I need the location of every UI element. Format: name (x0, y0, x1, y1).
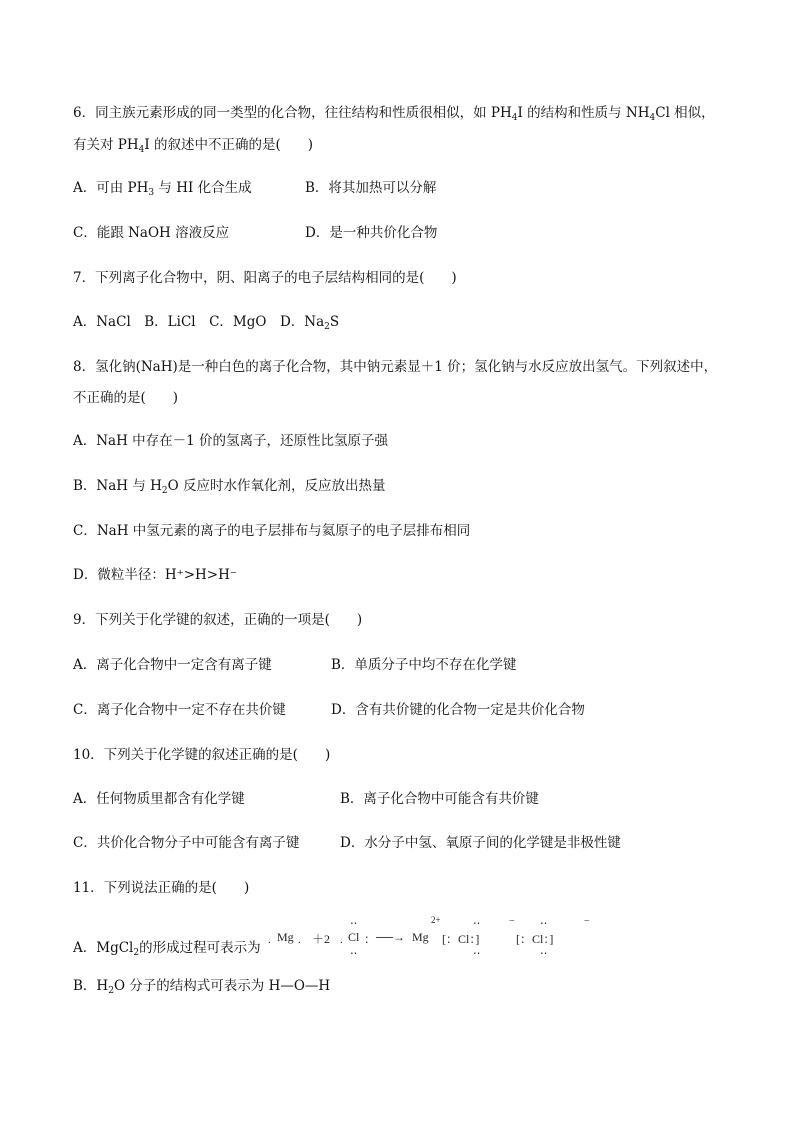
option-text: A．MgCl (73, 940, 134, 956)
q10-option-b: B．离子化合物中可能含有共价键 (340, 791, 539, 807)
q8-stem-line2: 不正确的是( ) (73, 390, 179, 406)
subscript: 4 (649, 113, 656, 123)
q10-stem: 10．下列关于化学键的叙述正确的是( ) (73, 747, 331, 763)
q8-option-c: C．NaH 中氢元素的离子的电子层排布与氦原子的电子层排布相同 (73, 523, 471, 539)
subscript: 4 (511, 113, 518, 123)
q11-stem: 11．下列说法正确的是( ) (73, 880, 250, 896)
formula-mg-ion: Mg (412, 930, 429, 944)
q6-stem-line1 (73, 104, 715, 122)
option-text: O 分子的结构式可表示为 H—O—H (113, 978, 331, 994)
formula-mg: Mg (277, 930, 294, 944)
formula-arrow: ──→ (376, 930, 406, 944)
q6-option-a (73, 179, 252, 197)
subscript: 4 (138, 145, 145, 155)
mgcl2-formation-formula: . Mg . ＋2 . ‥ Cl ： ‥ ──→ Mg 2+ ‥ [：Cl：] ‥ − ‥ [：Cl：] ‥ − (268, 915, 590, 957)
subscript: 2 (324, 322, 330, 332)
option-text: 的形成过程可表示为 (139, 940, 261, 956)
q10-option-c: C．共价化合物分子中可能含有离子键 (73, 835, 300, 851)
q9-stem: 9．下列关于化学键的叙述，正确的一项是( ) (73, 612, 363, 628)
q10-option-d: D．水分子中氢、氧原子间的化学键是非极性键 (340, 835, 621, 851)
q6-stem-text: 6．同主族元素形成的同一类型的化合物，往往结构和性质很相似，如 PH (73, 105, 512, 121)
option-text: B．NaH 与 H (73, 478, 162, 494)
q10-option-a: A．任何物质里都含有化学键 (73, 791, 245, 807)
option-text: S (329, 314, 340, 330)
subscript: 2 (133, 948, 140, 958)
option-text: O 反应时水作氧化剂，反应放出热量 (167, 478, 386, 494)
q8-option-d: D．微粒半径：H⁺>H>H⁻ (73, 567, 238, 583)
subscript: 3 (148, 188, 155, 198)
q9-option-b: B．单质分子中均不存在化学键 (331, 657, 517, 673)
q9-option-c: C．离子化合物中一定不存在共价键 (73, 702, 286, 718)
option-text: B．H (73, 978, 109, 994)
option-text: A．NaCl B．LiCl C．MgO D．Na (73, 314, 325, 330)
q8-option-a: A．NaH 中存在－1 价的氢离子，还原性比氢原子强 (73, 433, 389, 449)
subscript: 2 (161, 486, 168, 496)
formula-cl-ion-1: [：Cl：] (442, 932, 480, 946)
q6-option-b: B．将其加热可以分解 (305, 180, 437, 196)
q8-option-b (73, 477, 386, 495)
q9-option-d: D．含有共价键的化合物一定是共价化合物 (331, 702, 585, 718)
q9-option-a: A．离子化合物中一定含有离子键 (73, 657, 272, 673)
formula-cl-ion-2: [：Cl：] (516, 932, 554, 946)
option-text: A．可由 PH (73, 180, 149, 196)
subscript: 2 (108, 986, 114, 996)
q6-stem-text: I 的结构和性质与 NH (517, 105, 650, 121)
q7-options (73, 313, 339, 331)
q6-option-c: C．能跟 NaOH 溶液反应 (73, 225, 230, 241)
q6-option-d: D．是一种共价化合物 (305, 225, 438, 241)
q7-stem: 7．下列离子化合物中，阴、阳离子的电子层结构相同的是( ) (73, 270, 457, 286)
formula-cl: Cl (348, 930, 360, 944)
option-text: 与 HI 化合生成 (154, 180, 252, 196)
q11-option-a (73, 939, 261, 957)
q6-stem-text: I 的叙述中不正确的是( ) (144, 137, 314, 153)
q6-stem-text: 有关对 PH (73, 137, 139, 153)
formula-plus2: ＋2 (312, 932, 331, 946)
q6-stem-text: Cl 相似， (655, 105, 715, 121)
q8-stem-line1: 8．氢化钠(NaH)是一种白色的离子化合物，其中钠元素显＋1 价；氢化钠与水反应放出氢气。下列叙述中， (73, 359, 718, 375)
q6-stem-line2 (73, 136, 313, 154)
q11-option-b (73, 977, 330, 995)
